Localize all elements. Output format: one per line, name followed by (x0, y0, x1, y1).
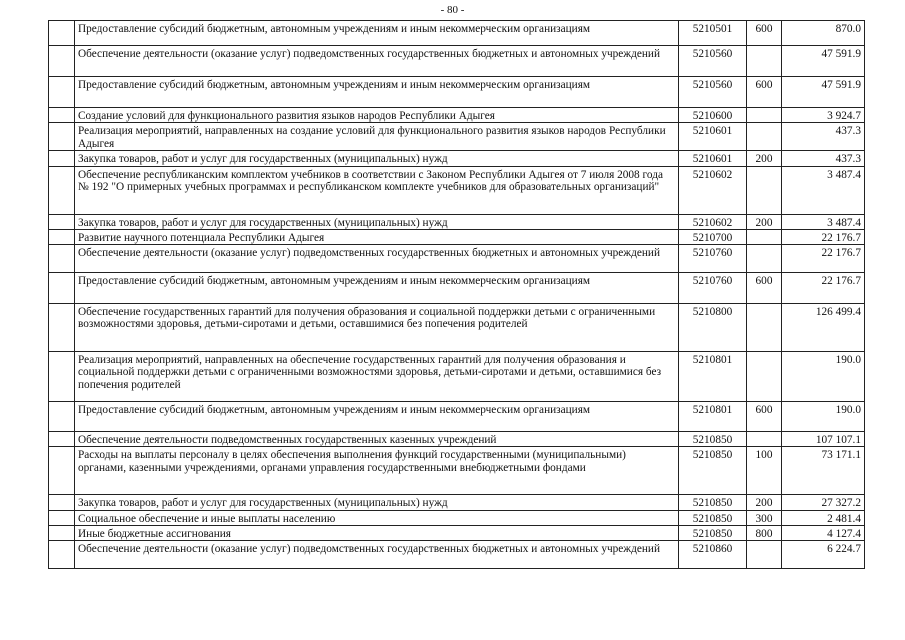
row-blank-cell (49, 214, 75, 229)
table-row (49, 352, 865, 402)
row-code: 5210560 (679, 77, 747, 108)
row-blank-cell (49, 229, 75, 244)
row-code: 5210850 (679, 495, 747, 510)
row-amount: 870.0 (782, 21, 865, 46)
row-name: Предоставление субсидий бюджетным, автономным учреждениям и иным некоммерческим организациям (75, 21, 679, 46)
row-expense-type: 600 (747, 21, 782, 46)
row-amount: 4 127.4 (782, 526, 865, 541)
row-blank-cell (49, 77, 75, 108)
row-expense-type: 100 (747, 447, 782, 495)
row-code: 5210850 (679, 447, 747, 495)
row-amount: 190.0 (782, 352, 865, 402)
row-amount: 126 499.4 (782, 304, 865, 352)
row-code: 5210800 (679, 304, 747, 352)
row-expense-type (747, 123, 782, 151)
row-blank-cell (49, 352, 75, 402)
row-name: Предоставление субсидий бюджетным, автономным учреждениям и иным некоммерческим организациям (75, 402, 679, 432)
row-blank-cell (49, 123, 75, 151)
row-name: Обеспечение деятельности (оказание услуг) подведомственных государственных бюджетных и автономных учреждений (75, 46, 679, 77)
row-blank-cell (49, 166, 75, 214)
row-name: Обеспечение деятельности (оказание услуг) подведомственных государственных бюджетных и автономных учреждений (75, 541, 679, 569)
row-amount: 437.3 (782, 123, 865, 151)
row-name: Социальное обеспечение и иные выплаты населению (75, 510, 679, 525)
row-amount: 22 176.7 (782, 245, 865, 273)
row-expense-type (747, 245, 782, 273)
row-blank-cell (49, 495, 75, 510)
table-row (49, 432, 865, 447)
row-blank-cell (49, 21, 75, 46)
row-blank-cell (49, 245, 75, 273)
row-expense-type: 600 (747, 273, 782, 304)
row-name: Реализация мероприятий, направленных на создание условий для функционального развития языков народов Республики Адыгея (75, 123, 679, 151)
table-row (49, 495, 865, 510)
row-code: 5210850 (679, 432, 747, 447)
row-amount: 73 171.1 (782, 447, 865, 495)
row-amount: 190.0 (782, 402, 865, 432)
row-amount: 2 481.4 (782, 510, 865, 525)
row-blank-cell (49, 447, 75, 495)
row-expense-type (747, 46, 782, 77)
row-amount: 437.3 (782, 151, 865, 166)
row-expense-type: 600 (747, 402, 782, 432)
row-code: 5210601 (679, 151, 747, 166)
table-row (49, 108, 865, 123)
row-code: 5210760 (679, 273, 747, 304)
row-code: 5210850 (679, 526, 747, 541)
table-row (49, 21, 865, 46)
row-expense-type: 300 (747, 510, 782, 525)
row-name: Закупка товаров, работ и услуг для государственных (муниципальных) нужд (75, 151, 679, 166)
table-row (49, 123, 865, 151)
table-row (49, 526, 865, 541)
row-name: Закупка товаров, работ и услуг для государственных (муниципальных) нужд (75, 495, 679, 510)
row-expense-type (747, 108, 782, 123)
row-blank-cell (49, 510, 75, 525)
table-row (49, 151, 865, 166)
row-blank-cell (49, 432, 75, 447)
table-row (49, 402, 865, 432)
row-name: Обеспечение государственных гарантий для получения образования и социальной поддержки детьми с ограниченными возможностями здоровья, детьми-сиротами и детьми, оставшимися без попечения родителей (75, 304, 679, 352)
table-row (49, 245, 865, 273)
row-code: 5210801 (679, 352, 747, 402)
row-code: 5210760 (679, 245, 747, 273)
row-code: 5210850 (679, 510, 747, 525)
row-amount: 47 591.9 (782, 46, 865, 77)
table-row (49, 304, 865, 352)
table-row (49, 46, 865, 77)
row-code: 5210801 (679, 402, 747, 432)
page-number: - 80 - (440, 4, 465, 16)
row-blank-cell (49, 304, 75, 352)
row-code: 5210560 (679, 46, 747, 77)
row-amount: 3 924.7 (782, 108, 865, 123)
row-amount: 22 176.7 (782, 229, 865, 244)
row-name: Обеспечение деятельности подведомственных государственных казенных учреждений (75, 432, 679, 447)
row-code: 5210602 (679, 214, 747, 229)
row-code: 5210501 (679, 21, 747, 46)
budget-table (48, 20, 865, 569)
row-amount: 107 107.1 (782, 432, 865, 447)
row-name: Иные бюджетные ассигнования (75, 526, 679, 541)
table-row (49, 214, 865, 229)
row-amount: 3 487.4 (782, 166, 865, 214)
row-name: Закупка товаров, работ и услуг для государственных (муниципальных) нужд (75, 214, 679, 229)
row-name: Развитие научного потенциала Республики Адыгея (75, 229, 679, 244)
table-row (49, 273, 865, 304)
table-row (49, 229, 865, 244)
row-expense-type: 200 (747, 214, 782, 229)
row-expense-type (747, 166, 782, 214)
row-blank-cell (49, 273, 75, 304)
row-amount: 22 176.7 (782, 273, 865, 304)
row-expense-type: 200 (747, 151, 782, 166)
row-expense-type: 600 (747, 77, 782, 108)
row-expense-type (747, 304, 782, 352)
row-name: Обеспечение республиканским комплектом учебников в соответствии с Законом Республики Адыгея от 7 июля 2008 года № 192 "О примерных учебных программах и республиканском комплекте учебников для образовательных организаций" (75, 166, 679, 214)
row-name: Предоставление субсидий бюджетным, автономным учреждениям и иным некоммерческим организациям (75, 77, 679, 108)
row-expense-type (747, 229, 782, 244)
row-expense-type (747, 541, 782, 569)
row-blank-cell (49, 526, 75, 541)
row-amount: 6 224.7 (782, 541, 865, 569)
row-code: 5210600 (679, 108, 747, 123)
table-row (49, 166, 865, 214)
row-code: 5210860 (679, 541, 747, 569)
row-amount: 27 327.2 (782, 495, 865, 510)
row-code: 5210602 (679, 166, 747, 214)
row-name: Реализация мероприятий, направленных на обеспечение государственных гарантий для получения образования и социальной поддержки детьми с ограниченными возможностями здоровья, детьми-сиротами и детьми, оставшимися без попечения родителей (75, 352, 679, 402)
row-name: Создание условий для функционального развития языков народов Республики Адыгея (75, 108, 679, 123)
row-expense-type: 200 (747, 495, 782, 510)
table-row (49, 77, 865, 108)
table-row (49, 447, 865, 495)
row-amount: 3 487.4 (782, 214, 865, 229)
row-blank-cell (49, 108, 75, 123)
row-blank-cell (49, 151, 75, 166)
row-expense-type: 800 (747, 526, 782, 541)
table-row (49, 510, 865, 525)
row-name: Обеспечение деятельности (оказание услуг) подведомственных государственных бюджетных и автономных учреждений (75, 245, 679, 273)
row-expense-type (747, 432, 782, 447)
row-code: 5210700 (679, 229, 747, 244)
row-blank-cell (49, 541, 75, 569)
table-row (49, 541, 865, 569)
row-expense-type (747, 352, 782, 402)
row-name: Расходы на выплаты персоналу в целях обеспечения выполнения функций государственными (муниципальными) органами, казенными учреждениями, органами управления государственными внебюджетными фондами (75, 447, 679, 495)
row-blank-cell (49, 46, 75, 77)
row-blank-cell (49, 402, 75, 432)
row-code: 5210601 (679, 123, 747, 151)
row-name: Предоставление субсидий бюджетным, автономным учреждениям и иным некоммерческим организациям (75, 273, 679, 304)
row-amount: 47 591.9 (782, 77, 865, 108)
